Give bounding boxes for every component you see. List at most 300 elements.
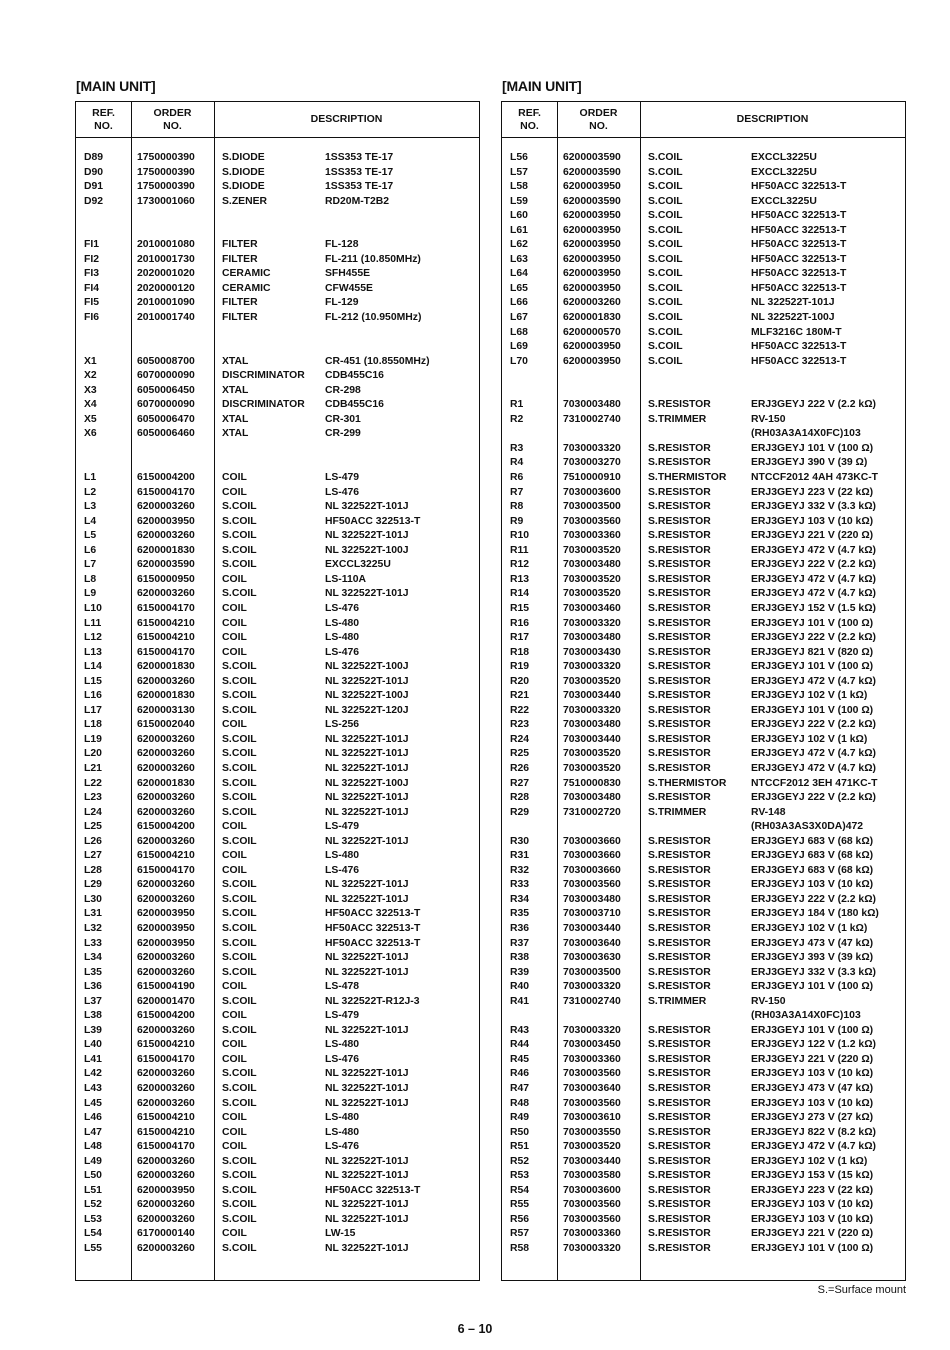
ref-no-cell: R31	[510, 850, 530, 862]
part-cell: ERJ3GEYJ 221 V (220 Ω)	[751, 530, 874, 542]
type-cell: S.COIL	[222, 530, 257, 542]
type-cell: S.COIL	[222, 1170, 257, 1182]
order-no-cell: 7510000830	[563, 777, 621, 789]
order-no-cell: 7030003520	[563, 748, 621, 760]
type-cell: S.RESISTOR	[648, 632, 711, 644]
table-row	[76, 500, 479, 515]
type-cell: S.COIL	[222, 908, 257, 920]
order-no-cell: 6200001830	[137, 777, 195, 789]
order-no-cell: 7030003480	[563, 399, 621, 411]
left-table-rows	[76, 151, 479, 1257]
table-row	[76, 1140, 479, 1155]
table-row	[76, 806, 479, 821]
table-row	[502, 777, 905, 792]
table-row	[76, 995, 479, 1010]
part-cell: ERJ3GEYJ 472 V (4.7 kΩ)	[751, 762, 877, 774]
type-cell: S.COIL	[222, 661, 257, 673]
order-no-cell: 6070000090	[137, 399, 195, 411]
table-row	[76, 515, 479, 530]
table-row	[502, 209, 905, 224]
ref-no-cell: L49	[84, 1155, 102, 1167]
part-cell: NL 322522T-101J	[325, 748, 409, 760]
part-cell: NTCCF2012 3EH 471KC-T	[751, 777, 878, 789]
type-cell: S.TRIMMER	[648, 413, 707, 425]
order-no-cell: 6200003260	[137, 792, 195, 804]
table-row	[502, 282, 905, 297]
order-no-cell: 7030003580	[563, 1170, 621, 1182]
table-row	[502, 1009, 905, 1024]
type-cell: S.DIODE	[222, 181, 265, 193]
type-cell: XTAL	[222, 355, 249, 367]
ref-no-cell: R24	[510, 733, 530, 745]
page-number: 6 – 10	[457, 1322, 493, 1336]
description-header: DESCRIPTION	[310, 113, 383, 125]
table-row	[502, 544, 905, 559]
order-no-cell: 6200003260	[137, 806, 195, 818]
order-no-cell: 7310002740	[563, 995, 621, 1007]
ref-no-cell: L43	[84, 1083, 102, 1094]
part-cell: LS-480	[325, 1039, 360, 1051]
table-row	[76, 820, 479, 835]
order-no-cell: 7030003480	[563, 719, 621, 731]
table-row	[502, 253, 905, 268]
ref-no-cell: L65	[510, 282, 528, 294]
ref-no-cell: X5	[84, 413, 97, 425]
part-cell: NL 322522T-101J	[325, 1097, 409, 1109]
part-cell: ERJ3GEYJ 472 V (4.7 kΩ)	[751, 544, 877, 556]
order-no-cell: 7030003320	[563, 1243, 621, 1255]
table-row	[502, 951, 905, 966]
table-row	[76, 486, 479, 501]
ref-no-cell: R38	[510, 952, 530, 964]
order-no-cell: 7030003440	[563, 690, 621, 702]
table-row	[76, 209, 479, 224]
order-no-cell: 6200003260	[137, 1243, 195, 1255]
part-cell: ERJ3GEYJ 101 V (100 Ω)	[751, 617, 874, 629]
table-row	[76, 1111, 479, 1126]
right-unit-title: [MAIN UNIT]	[502, 78, 582, 94]
type-cell: S.COIL	[648, 253, 683, 265]
order-no-cell: 7030003440	[563, 733, 621, 745]
part-cell: NL 322522T-101J	[325, 835, 409, 847]
order-no-cell: 2020000120	[137, 282, 195, 294]
ref-no-cell: R54	[510, 1184, 530, 1196]
ref-no-cell: FI3	[84, 268, 100, 280]
order-no-cell: 7030003320	[563, 704, 621, 716]
part-cell: 1SS353 TE-17	[325, 166, 394, 178]
table-row	[502, 326, 905, 341]
order-no-cell: 7030003430	[563, 646, 621, 658]
ref-no-cell: R14	[510, 588, 530, 600]
type-cell: S.COIL	[222, 515, 257, 527]
part-cell: ERJ3GEYJ 390 V (39 Ω)	[751, 457, 868, 469]
type-cell: COIL	[222, 486, 247, 498]
type-cell: S.COIL	[648, 195, 683, 207]
table-row	[502, 195, 905, 210]
part-cell: NL 322522T-101J	[325, 1243, 409, 1255]
part-cell: EXCCL3225U	[751, 152, 817, 163]
ref-no-cell: L11	[84, 617, 102, 629]
part-cell: HF50ACC 322513-T	[751, 253, 847, 265]
ref-no-cell: L4	[84, 515, 97, 527]
part-cell: FL-128	[325, 239, 359, 251]
part-cell: ERJ3GEYJ 222 V (2.2 kΩ)	[751, 559, 877, 571]
type-cell: S.COIL	[222, 952, 257, 964]
part-cell: NL 322522T-101J	[325, 893, 409, 905]
order-no-cell: 2010001730	[137, 253, 195, 265]
order-no-cell: 6200003950	[137, 908, 195, 920]
order-no-cell: 6070000090	[137, 370, 195, 382]
part-cell: ERJ3GEYJ 101 V (100 Ω)	[751, 704, 874, 716]
order-no-cell: 6200001470	[137, 995, 195, 1007]
order-no-cell: 6150004170	[137, 864, 195, 876]
part-cell: ERJ3GEYJ 103 V (10 kΩ)	[751, 1097, 874, 1109]
order-no-cell: 6200003260	[563, 297, 621, 309]
type-cell: CERAMIC	[222, 268, 271, 280]
type-cell: S.COIL	[648, 210, 683, 222]
ref-no-cell: L38	[84, 1010, 102, 1022]
part-cell: 1SS353 TE-17	[325, 181, 394, 193]
type-cell: COIL	[222, 1039, 247, 1051]
table-row	[76, 427, 479, 442]
part-cell: ERJ3GEYJ 152 V (1.5 kΩ)	[751, 602, 877, 614]
type-cell: COIL	[222, 850, 247, 862]
part-cell: HF50ACC 322513-T	[751, 181, 847, 193]
part-cell: HF50ACC 322513-T	[751, 355, 847, 367]
order-no-cell: 6200001830	[137, 690, 195, 702]
part-cell: NL 322522T-101J	[325, 806, 409, 818]
order-no-cell: 7030003520	[563, 1141, 621, 1153]
table-row	[76, 951, 479, 966]
type-cell: S.COIL	[222, 501, 257, 513]
table-row	[76, 849, 479, 864]
part-cell: ERJ3GEYJ 103 V (10 kΩ)	[751, 1068, 874, 1080]
table-row	[76, 1169, 479, 1184]
ref-no-cell: R46	[510, 1068, 530, 1080]
type-cell: S.RESISTOR	[648, 399, 711, 411]
ref-no-cell: R23	[510, 719, 530, 731]
ref-no-cell: R22	[510, 704, 530, 716]
table-row	[502, 456, 905, 471]
type-cell: S.RESISTOR	[648, 442, 711, 454]
ref-no-cell: L54	[84, 1228, 102, 1240]
ref-no-cell: X4	[84, 399, 97, 411]
part-cell: ERJ3GEYJ 472 V (4.7 kΩ)	[751, 1141, 877, 1153]
part-cell: ERJ3GEYJ 473 V (47 kΩ)	[751, 937, 874, 949]
table-row	[502, 806, 905, 821]
table-row	[502, 660, 905, 675]
part-cell: NL 322522T-101J	[325, 952, 409, 964]
ref-no-cell: R1	[510, 399, 524, 411]
type-cell: S.COIL	[222, 1213, 257, 1225]
header-divider	[76, 137, 479, 138]
ref-no-cell: L24	[84, 806, 102, 818]
part-cell: ERJ3GEYJ 683 V (68 kΩ)	[751, 835, 874, 847]
ref-no-cell: L47	[84, 1126, 102, 1138]
type-cell: S.RESISTOR	[648, 792, 711, 804]
part-cell: ERJ3GEYJ 103 V (10 kΩ)	[751, 515, 874, 527]
order-no-cell: 6200003260	[137, 530, 195, 542]
table-row	[76, 966, 479, 981]
ref-no-cell: R15	[510, 602, 530, 614]
ref-no-cell: R55	[510, 1199, 530, 1211]
ref-no-cell: L70	[510, 355, 528, 367]
ref-no-cell: L14	[84, 661, 102, 673]
ref-no-cell: L10	[84, 602, 102, 614]
order-no-cell: 6050006470	[137, 413, 195, 425]
order-no-cell: 6200003950	[563, 355, 621, 367]
part-cell: 1SS353 TE-17	[325, 152, 394, 163]
ref-no-cell: R9	[510, 515, 524, 527]
table-row	[76, 777, 479, 792]
ref-no-cell: R27	[510, 777, 530, 789]
order-no-cell: 7030003320	[563, 661, 621, 673]
order-no-cell: 6200003260	[137, 1024, 195, 1036]
part-cell: NL 322522T-101J	[325, 501, 409, 513]
type-cell: S.RESISTOR	[648, 981, 711, 993]
description-header: DESCRIPTION	[736, 113, 809, 125]
part-cell: RD20M-T2B2	[325, 195, 390, 207]
part-cell: LS-479	[325, 821, 360, 833]
table-row	[76, 151, 479, 166]
part-cell: ERJ3GEYJ 222 V (2.2 kΩ)	[751, 893, 877, 905]
ref-no-cell: L27	[84, 850, 102, 862]
part-cell: NL 322522T-101J	[325, 879, 409, 891]
type-cell: COIL	[222, 1010, 247, 1022]
type-cell: S.RESISTOR	[648, 748, 711, 760]
order-no-cell: 6200003260	[137, 1097, 195, 1109]
table-row	[502, 587, 905, 602]
table-row	[502, 966, 905, 981]
order-no-cell: 7030003320	[563, 442, 621, 454]
table-row	[76, 602, 479, 617]
order-no-cell: 6200003260	[137, 762, 195, 774]
table-row	[76, 456, 479, 471]
part-cell: ERJ3GEYJ 222 V (2.2 kΩ)	[751, 792, 877, 804]
table-row	[76, 617, 479, 632]
order-no-cell: 6200003260	[137, 1068, 195, 1080]
table-row	[502, 878, 905, 893]
part-cell: FL-211 (10.850MHz)	[325, 253, 421, 265]
table-row	[502, 907, 905, 922]
part-cell: ERJ3GEYJ 472 V (4.7 kΩ)	[751, 588, 877, 600]
order-no-cell: 6200003950	[563, 268, 621, 280]
order-no-cell: 6200003950	[563, 224, 621, 236]
ref-no-cell: L33	[84, 937, 102, 949]
part-cell: NL 322522T-101J	[325, 792, 409, 804]
order-no-cell: 7030003520	[563, 544, 621, 556]
type-cell: S.RESISTOR	[648, 1126, 711, 1138]
part-cell: NL 322522T-101J	[751, 297, 835, 309]
part-cell: LS-480	[325, 850, 360, 862]
type-cell: COIL	[222, 1228, 247, 1240]
table-row	[76, 864, 479, 879]
type-cell: S.COIL	[222, 704, 257, 716]
ref-no-cell: X1	[84, 355, 97, 367]
part-cell: NL 322522T-101J	[325, 762, 409, 774]
ref-no-cell: L23	[84, 792, 102, 804]
table-row	[502, 529, 905, 544]
table-row	[502, 267, 905, 282]
table-row	[502, 1024, 905, 1039]
type-cell: S.COIL	[648, 224, 683, 236]
ref-no-cell: D89	[84, 152, 104, 163]
part-cell: ERJ3GEYJ 102 V (1 kΩ)	[751, 922, 868, 934]
part-cell: ERJ3GEYJ 101 V (100 Ω)	[751, 661, 874, 673]
table-row	[76, 224, 479, 239]
order-no-cell: 6200003950	[563, 181, 621, 193]
part-cell: ERJ3GEYJ 101 V (100 Ω)	[751, 442, 874, 454]
table-row	[76, 1227, 479, 1242]
table-row	[502, 1067, 905, 1082]
table-row	[76, 573, 479, 588]
table-row	[502, 893, 905, 908]
type-cell: S.COIL	[648, 312, 683, 324]
ref-no-cell: R32	[510, 864, 530, 876]
type-cell: COIL	[222, 573, 247, 585]
ref-no-cell: L39	[84, 1024, 102, 1036]
ref-no-cell: L53	[84, 1213, 102, 1225]
order-no-cell: 7030003320	[563, 981, 621, 993]
type-cell: S.COIL	[222, 806, 257, 818]
left-unit-title: [MAIN UNIT]	[76, 78, 156, 94]
order-no-cell: 1750000390	[137, 166, 195, 178]
part-cell: RV-148	[751, 806, 786, 818]
type-cell: S.RESISTOR	[648, 515, 711, 527]
ref-no-cell: L34	[84, 952, 102, 964]
table-row	[502, 1082, 905, 1097]
table-row	[502, 486, 905, 501]
order-no-cell: 7030003520	[563, 762, 621, 774]
part-cell: LS-110A	[325, 573, 367, 585]
part-cell: ERJ3GEYJ 221 V (220 Ω)	[751, 1053, 874, 1065]
table-row	[76, 326, 479, 341]
type-cell: COIL	[222, 981, 247, 993]
table-row	[76, 646, 479, 661]
ref-no-cell: R52	[510, 1155, 530, 1167]
type-cell: S.RESISTOR	[648, 1068, 711, 1080]
ref-no-cell: R11	[510, 544, 529, 556]
order-no-cell: 7030003600	[563, 486, 621, 498]
part-cell: ERJ3GEYJ 683 V (68 kΩ)	[751, 850, 874, 862]
ref-no-cell: X2	[84, 370, 97, 382]
ref-no-cell: R53	[510, 1170, 530, 1182]
right-parts-table	[501, 101, 906, 1281]
part-cell: HF50ACC 322513-T	[325, 922, 421, 934]
type-cell: COIL	[222, 821, 247, 833]
header-divider	[502, 137, 905, 138]
table-row	[76, 718, 479, 733]
type-cell: S.RESISTOR	[648, 850, 711, 862]
part-cell: HF50ACC 322513-T	[751, 210, 847, 222]
table-row	[502, 631, 905, 646]
ref-no-cell: L52	[84, 1199, 102, 1211]
ref-no-cell: R2	[510, 413, 524, 425]
ref-no-cell: L20	[84, 748, 102, 760]
part-cell: ERJ3GEYJ 222 V (2.2 kΩ)	[751, 399, 877, 411]
ref-no-cell: R56	[510, 1213, 530, 1225]
part-cell: CDB455C16	[325, 370, 384, 382]
type-cell: S.COIL	[222, 777, 257, 789]
table-row	[76, 689, 479, 704]
type-cell: S.RESISTOR	[648, 1083, 711, 1094]
part-cell: RV-150	[751, 995, 786, 1007]
order-no-cell: 7030003450	[563, 1039, 621, 1051]
ref-no-cell: L41	[84, 1053, 102, 1065]
part-cell: CR-301	[325, 413, 361, 425]
ref-no-cell: L13	[84, 646, 102, 658]
order-no-cell: 7030003480	[563, 792, 621, 804]
order-no-cell: 6200003590	[563, 166, 621, 178]
type-cell: S.RESISTOR	[648, 835, 711, 847]
order-no-cell: 7030003550	[563, 1126, 621, 1138]
part-cell: ERJ3GEYJ 821 V (820 Ω)	[751, 646, 874, 658]
part-cell: NL 322522T-100J	[751, 312, 835, 324]
part-cell: LS-479	[325, 472, 360, 484]
table-row	[76, 296, 479, 311]
table-row	[76, 587, 479, 602]
order-no-cell: 6200003590	[563, 152, 621, 163]
order-no-cell: 7030003480	[563, 559, 621, 571]
part-cell: NL 322522T-101J	[325, 966, 409, 978]
order-no-cell: 6200003590	[563, 195, 621, 207]
part-cell: HF50ACC 322513-T	[325, 908, 421, 920]
ref-no-cell: R7	[510, 486, 524, 498]
ref-no-cell: L28	[84, 864, 102, 876]
table-row	[502, 413, 905, 428]
ref-no-cell: L21	[84, 762, 102, 774]
table-row	[76, 791, 479, 806]
type-cell: S.COIL	[222, 937, 257, 949]
order-no-cell: 7030003320	[563, 1024, 621, 1036]
order-no-cell: 7310002740	[563, 413, 621, 425]
ref-no-cell: FI1	[84, 239, 100, 251]
type-cell: S.RESISTOR	[648, 864, 711, 876]
type-cell: DISCRIMINATOR	[222, 399, 305, 411]
part-cell: EXCCL3225U	[325, 559, 391, 571]
order-no-cell: 7030003360	[563, 1053, 621, 1065]
table-row	[502, 689, 905, 704]
table-row	[502, 442, 905, 457]
ref-no-cell: R17	[510, 632, 530, 644]
table-row	[502, 864, 905, 879]
order-no-cell: 6150004170	[137, 602, 195, 614]
table-row	[502, 1140, 905, 1155]
table-row	[76, 631, 479, 646]
type-cell: S.RESISTOR	[648, 1199, 711, 1211]
order-no-cell: 7030003440	[563, 922, 621, 934]
order-no-cell: 6200000570	[563, 326, 621, 338]
ref-no-cell: R8	[510, 501, 524, 513]
table-row	[76, 733, 479, 748]
order-no-cell: 6050006450	[137, 384, 195, 396]
order-no-cell: 6150004210	[137, 632, 195, 644]
part-cell: (RH03A3AS3X0DA)472	[751, 821, 864, 833]
table-row	[502, 224, 905, 239]
order-no-cell: 7030003560	[563, 515, 621, 527]
table-row	[502, 1198, 905, 1213]
part-cell: ERJ3GEYJ 103 V (10 kΩ)	[751, 879, 874, 891]
table-row	[76, 282, 479, 297]
order-no-cell: 6150004200	[137, 821, 195, 833]
type-cell: COIL	[222, 472, 247, 484]
type-cell: S.RESISTOR	[648, 922, 711, 934]
order-no-cell: 6200001830	[137, 544, 195, 556]
order-no-cell: 7030003610	[563, 1112, 621, 1124]
type-cell: S.RESISTOR	[648, 602, 711, 614]
order-no-cell: 7030003480	[563, 632, 621, 644]
table-row	[76, 762, 479, 777]
